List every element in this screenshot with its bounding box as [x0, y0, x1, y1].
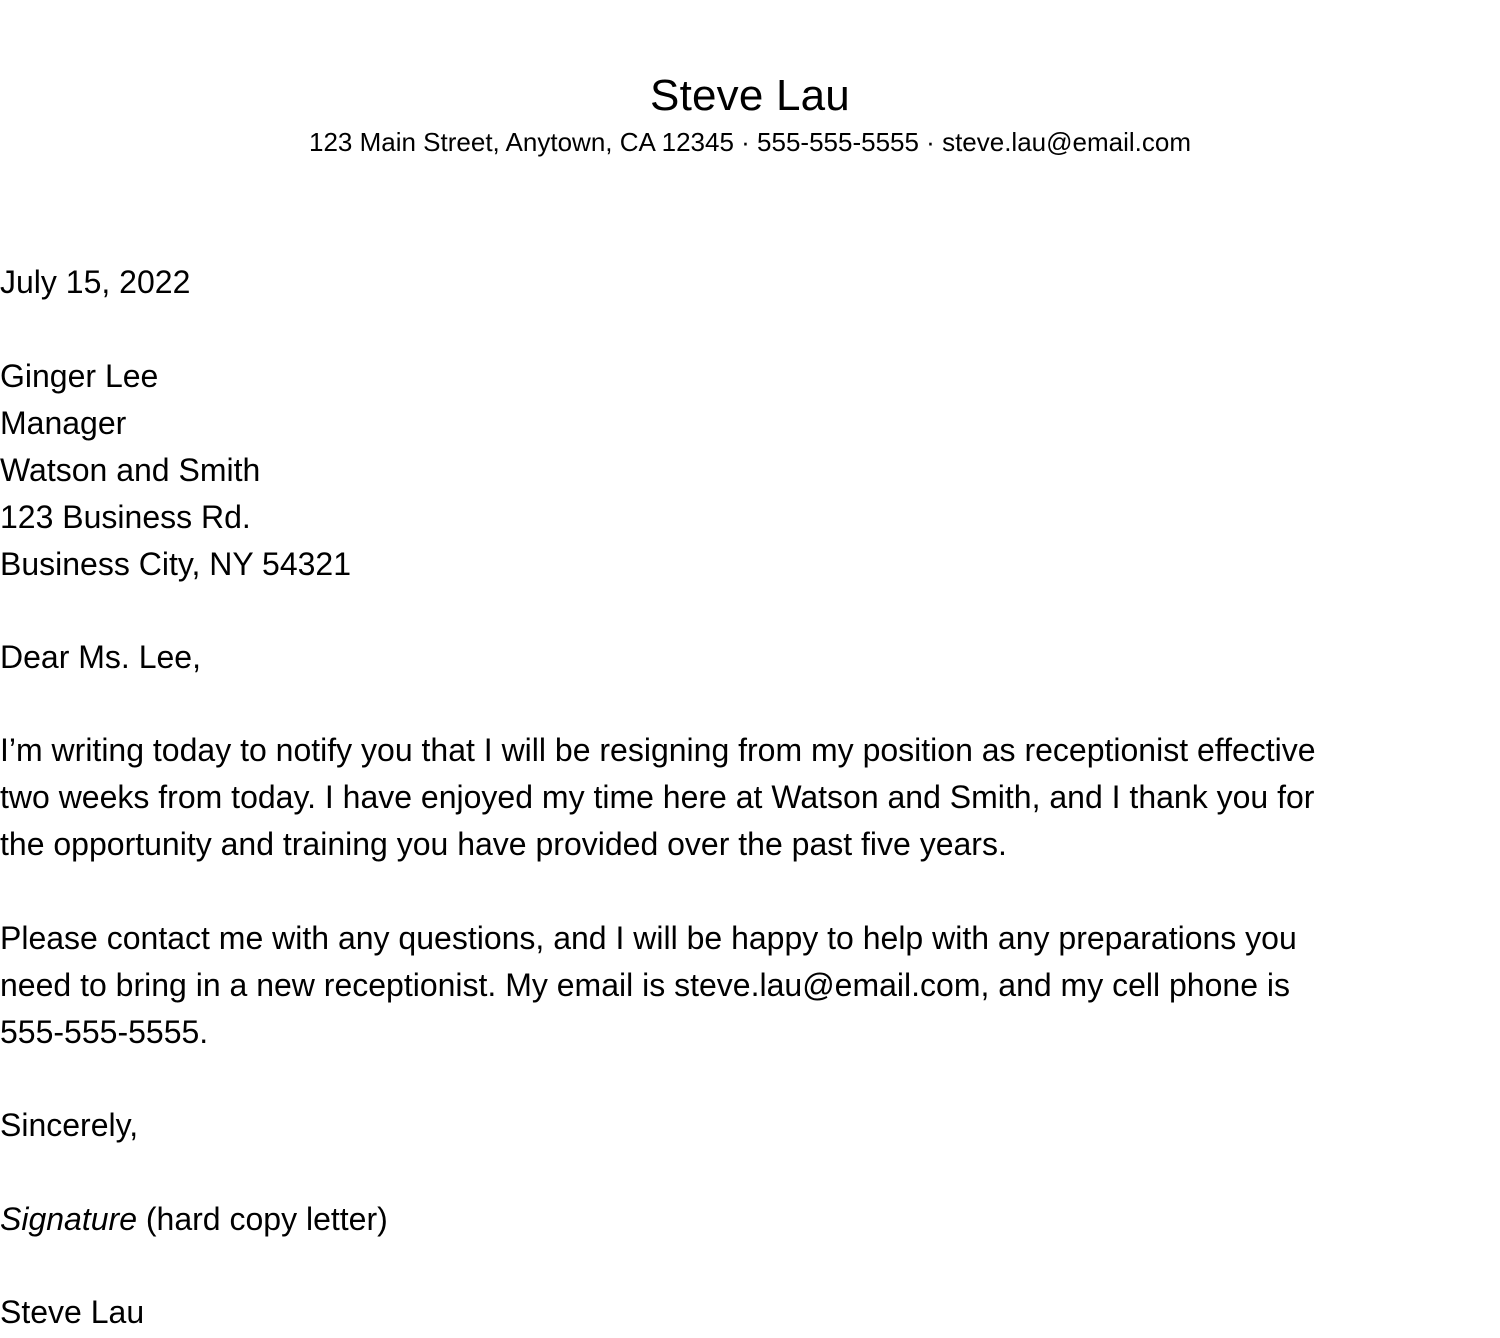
signed-name: [0, 1289, 1500, 1336]
salutation-text: Dear Ms. Lee,: [0, 639, 201, 675]
salutation: [0, 634, 1500, 681]
paragraph-2-line: Please contact me with any questions, and I will be happy to help with any preparations you: [0, 920, 1297, 956]
sender-contact-line: 123 Main Street, Anytown, CA 12345 · 555-555-5555 · steve.lau@email.com: [309, 127, 1191, 157]
date-text: July 15, 2022: [0, 264, 191, 300]
paragraph-1-line: the opportunity and training you have provided over the past five years.: [0, 826, 1007, 862]
paragraph-2-line: need to bring in a new receptionist. My email is steve.lau@email.com, and my cell phone is: [0, 967, 1290, 1003]
letter-date: [0, 259, 1500, 306]
paragraph-1-line: two weeks from today. I have enjoyed my time here at Watson and Smith, and I thank you for: [0, 779, 1315, 815]
recipient-name: Ginger Lee: [0, 358, 159, 394]
closing-text: Sincerely,: [0, 1107, 139, 1143]
closing: [0, 1102, 1500, 1149]
paragraph-2-line: 555-555-5555.: [0, 1014, 209, 1050]
body-paragraph-1: [0, 727, 1500, 868]
recipient-street: 123 Business Rd.: [0, 499, 251, 535]
letterhead: [0, 70, 1500, 158]
signature-line: [0, 1196, 1500, 1243]
recipient-company: Watson and Smith: [0, 452, 261, 488]
signed-name-text: Steve Lau: [0, 1294, 145, 1330]
signature-label: Signature: [0, 1201, 137, 1237]
paragraph-1-line: I’m writing today to notify you that I will be resigning from my position as receptionist effective: [0, 732, 1316, 768]
signature-note: (hard copy letter): [136, 1201, 388, 1237]
recipient-city-state-zip: Business City, NY 54321: [0, 546, 351, 582]
recipient-address: [0, 353, 1500, 588]
body-paragraph-2: [0, 915, 1500, 1056]
recipient-title: Manager: [0, 405, 127, 441]
sender-name: Steve Lau: [650, 71, 850, 120]
